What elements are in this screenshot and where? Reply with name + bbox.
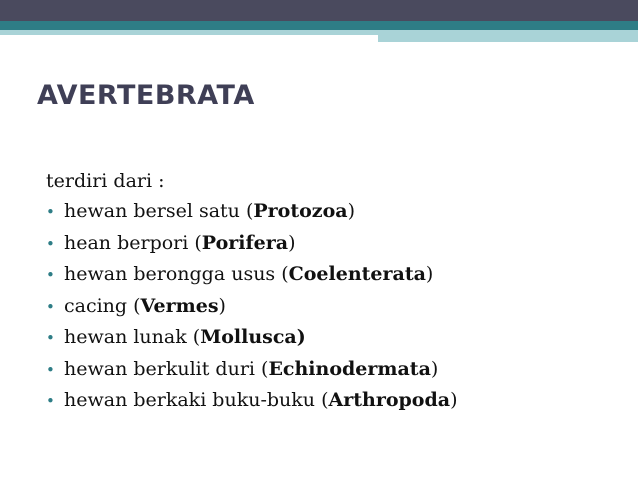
item-term: Arthropoda	[328, 389, 451, 411]
item-suffix: )	[430, 357, 439, 380]
slide-content	[46, 166, 626, 417]
header-band-dark	[0, 0, 638, 21]
item-text: cacing (	[64, 294, 141, 317]
list-item	[46, 228, 626, 260]
slide-title: AVERTEBRATA	[37, 80, 255, 111]
item-suffix: )	[425, 263, 434, 285]
bullet-list	[46, 196, 626, 417]
bullet-icon: •	[46, 360, 55, 379]
bullet-icon: •	[46, 234, 55, 253]
item-suffix: )	[450, 389, 458, 411]
header-band-light	[0, 30, 378, 35]
item-term: Mollusca)	[200, 326, 306, 348]
item-text: hewan berongga usus (	[64, 263, 289, 285]
bullet-icon: •	[46, 329, 55, 347]
item-term: Porifera	[201, 231, 289, 254]
bullet-icon: •	[46, 297, 55, 316]
item-text: hean berpori (	[64, 231, 202, 254]
item-term: Protozoa	[253, 200, 348, 222]
item-text: hewan berkaki buku-buku (	[64, 389, 329, 411]
list-item	[46, 385, 626, 417]
item-text: hewan lunak (	[64, 326, 201, 348]
bullet-icon: •	[46, 266, 55, 284]
list-item	[46, 354, 626, 386]
header-band-teal	[0, 21, 638, 30]
bullet-icon: •	[46, 203, 55, 221]
item-term: Coelenterata	[288, 263, 426, 285]
item-term: Vermes	[140, 294, 219, 317]
item-term: Echinodermata	[268, 357, 431, 380]
header-band-light-right	[378, 30, 638, 42]
item-suffix: )	[288, 231, 296, 254]
list-item	[46, 291, 626, 323]
item-text: hewan bersel satu (	[64, 200, 254, 222]
list-item	[46, 322, 626, 354]
list-item	[46, 196, 626, 228]
item-suffix: )	[218, 294, 226, 317]
item-text: hewan berkulit duri (	[64, 357, 269, 380]
bullet-icon: •	[46, 392, 55, 410]
list-item	[46, 259, 626, 291]
item-suffix: )	[347, 200, 355, 222]
intro-text: terdiri dari :	[46, 170, 165, 192]
